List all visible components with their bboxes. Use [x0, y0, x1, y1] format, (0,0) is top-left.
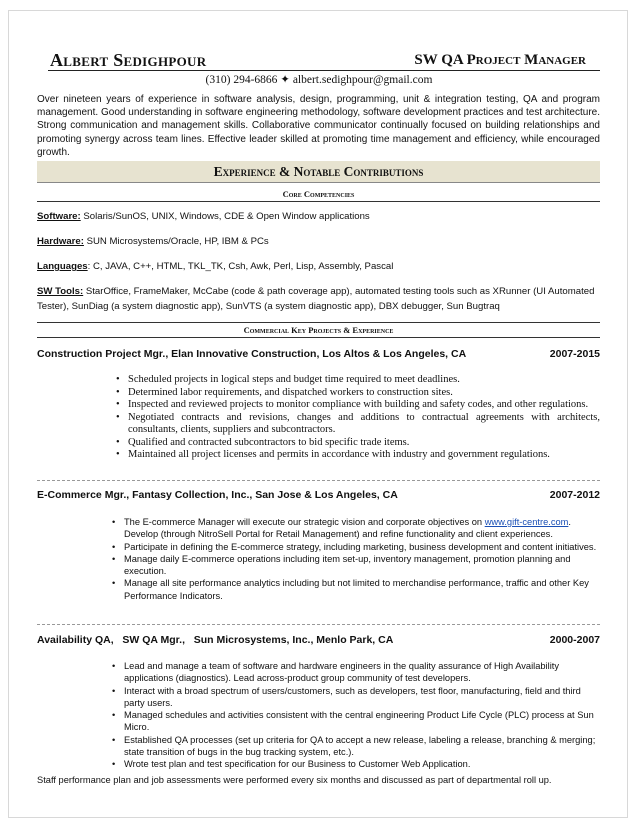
skill-text: StarOffice, FrameMaker, McCabe (code & path coverage app), automated testing tools such as XRunner (UI Automated Tester), SunDiag (a system diagnostic app), SunVTS (a system diagnostic app), DBX debugger, Sun Bugtraq — [37, 286, 595, 312]
list-item: • Established QA processes (set up criteria for QA to accept a new release, labeling a release, branching & merging; state transition of bugs in the bug tracking system, etc.). — [112, 734, 602, 759]
list-item — [112, 516, 602, 541]
candidate-role: SW QA Project Manager — [414, 52, 586, 68]
header-rule — [48, 70, 600, 71]
candidate-name: Albert Sedighpour — [50, 50, 207, 70]
section-banner: Experience & Notable Contributions — [37, 161, 600, 183]
list-item: • Lead and manage a team of software and hardware engineers in the quality assurance of High Availability applications (diagnostics). Lead across-product group community of test developers. — [112, 660, 602, 685]
bullet-text: . Develop (through NitroSell Portal for Retail Management) and refine functionality and client experiences. — [124, 517, 571, 540]
list-item: • Manage all site performance analytics including but not limited to merchandise performance, traffic and other Key Performance Indicators. — [112, 577, 602, 602]
skill-label: Software: — [37, 211, 81, 222]
skill-languages — [37, 259, 602, 274]
core-competencies-heading: Core Competencies — [37, 189, 600, 202]
list-item: • Determined labor requirements, and dispatched workers to construction sites. — [116, 387, 600, 400]
job-sun — [37, 634, 600, 646]
list-item: • Wrote test plan and test specification for our Business to Customer Web Application. — [112, 758, 602, 770]
list-item: • Maintained all project licenses and permits in accordance with industry and government regulations. — [116, 449, 600, 462]
divider — [37, 624, 600, 625]
list-item: • Managed schedules and activities consistent with the central engineering Product Life Cycle (PLC) process at Sun Micro. — [112, 709, 602, 734]
skill-label: Hardware: — [37, 236, 84, 247]
contact-line — [0, 72, 638, 86]
separator-icon: ✦ — [280, 74, 290, 86]
list-item: • Participate in defining the E-commerce strategy, including marketing, business development and content initiatives. — [112, 541, 602, 553]
job-years: 2007-2015 — [549, 348, 600, 360]
job-title: E-Commerce Mgr., Fantasy Collection, Inc., San Jose & Los Angeles, CA — [37, 489, 398, 501]
projects-heading: Commercial Key Projects & Experience — [37, 322, 600, 338]
list-item: • Inspected and reviewed projects to monitor compliance with building and safety codes, and other regulations. — [116, 399, 600, 412]
job-title: Construction Project Mgr., Elan Innovative Construction, Los Altos & Los Angeles, CA — [37, 348, 467, 360]
skill-label: SW Tools: — [37, 286, 84, 297]
list-item: • Scheduled projects in logical steps and budget time required to meet deadlines. — [116, 374, 600, 387]
skill-text: Solaris/SunOS, UNIX, Windows, CDE & Open Window applications — [80, 211, 370, 222]
skill-tools — [37, 284, 602, 314]
skill-hardware — [37, 234, 602, 249]
list-item: • Qualified and contracted subcontractors to bid specific trade items. — [116, 437, 600, 450]
list-item: • Negotiated contracts and revisions, changes and additions to contractual agreements with architects, consultants, clients, suppliers and subcontractors. — [116, 412, 600, 437]
summary: Over nineteen years of experience in software analysis, design, programming, unit & integration testing, QA and program management. Good understanding in software engineering methodology, software development practices and test architecture. Strong communication and management skills. Collaborative communicator continually focused on building relationships and promoting synergy across team lines. Effective leader skilled at promoting time management and efficiency, while encouraged growth. — [37, 94, 600, 158]
list-item: • Manage daily E-commerce operations including item set-up, inventory management, promotion planning and execution. — [112, 553, 602, 578]
job-years: 2007-2012 — [549, 489, 600, 501]
job-construction-bullets — [116, 374, 600, 462]
email[interactable]: albert.sedighpour@gmail.com — [292, 74, 433, 86]
list-item: • Interact with a broad spectrum of users/customers, such as developers, test floor, manufacturing, field and third party users. — [112, 685, 602, 710]
closing-note: Staff performance plan and job assessments were performed every six months and discussed as part of departmental roll up. — [37, 775, 552, 785]
job-years: 2000-2007 — [549, 634, 600, 646]
bullet-text: The E-commerce Manager will execute our strategic vision and corporate objectives on — [124, 517, 485, 527]
job-title: Availability QA, SW QA Mgr., Sun Microsystems, Inc., Menlo Park, CA — [37, 634, 394, 646]
job-sun-bullets — [112, 660, 602, 771]
job-ecommerce — [37, 489, 600, 501]
skill-label: Languages — [37, 261, 88, 272]
skill-text: : C, JAVA, C++, HTML, TKL_TK, Csh, Awk, Perl, Lisp, Assembly, Pascal — [87, 261, 394, 272]
website-link[interactable]: www.gift-centre.com — [484, 517, 569, 527]
skill-text: SUN Microsystems/Oracle, HP, IBM & PCs — [83, 236, 269, 247]
skill-software — [37, 209, 602, 224]
job-ecommerce-bullets — [112, 516, 602, 602]
divider — [37, 480, 600, 481]
job-construction — [37, 348, 600, 360]
phone: (310) 294-6866 — [205, 74, 278, 86]
